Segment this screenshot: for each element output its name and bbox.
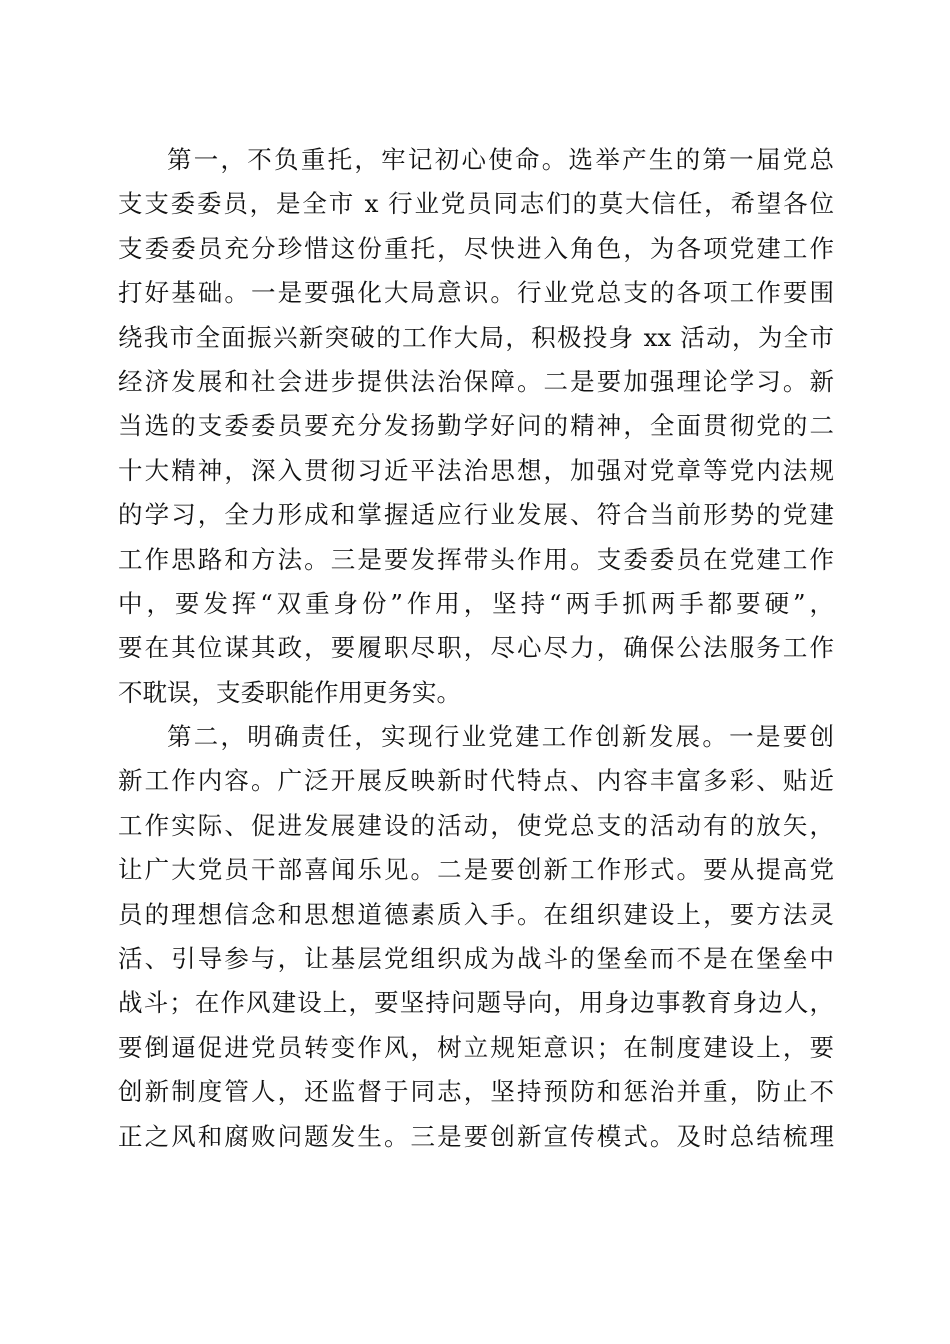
text-line: 新工作内容。广泛开展反映新时代特点、内容丰富多彩、贴近 (118, 766, 834, 796)
text-line: 活、引导参与，让基层党组织成为战斗的堡垒而不是在堡垒中 (118, 944, 834, 974)
text-line: 当选的支委委员要充分发扬勤学好问的精神，全面贯彻党的二 (118, 411, 834, 441)
text-line: 经济发展和社会进步提供法治保障。二是要加强理论学习。新 (118, 366, 834, 396)
text-line: 第一，不负重托，牢记初心使命。选举产生的第一届党总 (167, 145, 834, 174)
text-line: 工作实际、促进发展建设的活动，使党总支的活动有的放矢， (118, 810, 834, 840)
text-line: 战斗；在作风建设上，要坚持问题导向，用身边事教育身边人， (118, 988, 834, 1018)
paragraph-1 (118, 138, 834, 715)
text-line: 员的理想信念和思想道德素质入手。在组织建设上，要方法灵 (118, 899, 834, 929)
text-line: 第二，明确责任，实现行业党建工作创新发展。一是要创 (167, 722, 834, 752)
paragraph-2 (118, 715, 834, 1159)
text-line: 十大精神，深入贯彻习近平法治思想，加强对党章等党内法规 (118, 455, 834, 485)
text-line: 的学习，全力形成和掌握适应行业发展、符合当前形势的党建 (118, 500, 834, 530)
text-line: 创新制度管人，还监督于同志，坚持预防和惩治并重，防止不 (118, 1077, 834, 1107)
text-line: 打好基础。一是要强化大局意识。行业党总支的各项工作要围 (118, 278, 834, 308)
text-line: 支委委员充分珍惜这份重托，尽快进入角色，为各项党建工作 (118, 233, 834, 263)
text-line: 绕我市全面振兴新突破的工作大局，积极投身 xx 活动，为全市 (118, 322, 834, 352)
text-line: 不耽误，支委职能作用更务实。 (118, 677, 461, 707)
text-line: 正之风和腐败问题发生。三是要创新宣传模式。及时总结梳理 (118, 1121, 834, 1151)
text-line: 支支委委员，是全市 x 行业党员同志们的莫大信任，希望各位 (118, 189, 834, 219)
text-line: 要倒逼促进党员转变作风，树立规矩意识；在制度建设上，要 (118, 1032, 834, 1062)
text-line: 让广大党员干部喜闻乐见。二是要创新工作形式。要从提高党 (118, 855, 834, 885)
text-line: 中，要发挥“双重身份”作用，坚持“两手抓两手都要硬”， (118, 588, 834, 618)
text-line: 要在其位谋其政，要履职尽职，尽心尽力，确保公法服务工作 (118, 633, 834, 663)
text-line: 工作思路和方法。三是要发挥带头作用。支委委员在党建工作 (118, 544, 834, 574)
document-body (118, 138, 834, 1159)
